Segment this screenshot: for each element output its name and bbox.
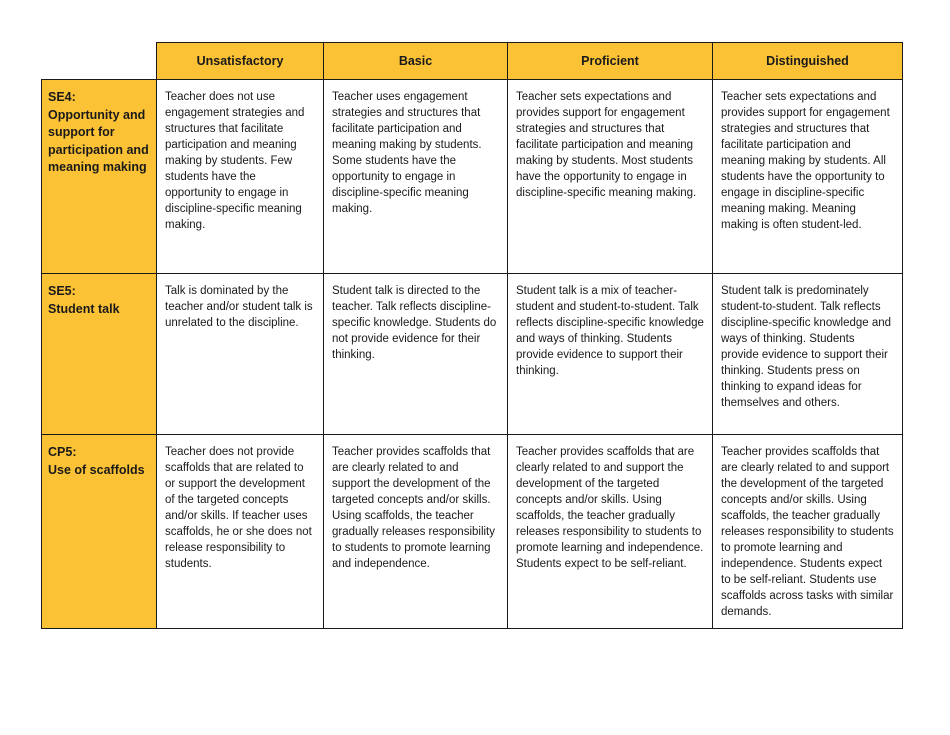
descriptor-cell-unsatisfactory: Talk is dominated by the teacher and/or student talk is unrelated to the discipline. [157, 274, 324, 435]
empty-corner-cell [42, 43, 157, 80]
descriptor-cell-distinguished: Teacher sets expectations and provides support for engagement strategies and structures that facilitate participation and meaning making by students. All students have the opportunity to engage in discipline-specific meaning making. Meaning making is often student-led. [713, 80, 903, 274]
level-header-proficient: Proficient [508, 43, 713, 80]
criterion-se4 [42, 80, 157, 274]
table-row [42, 80, 903, 274]
descriptor-cell-distinguished: Student talk is predominately student-to-student. Talk reflects discipline-specific knowledge and ways of thinking. Students provide evidence to support their thinking. Students press on thinking to expand ideas for themselves and others. [713, 274, 903, 435]
level-header-unsatisfactory: Unsatisfactory [157, 43, 324, 80]
criterion-cp5 [42, 435, 157, 629]
descriptor-cell-proficient: Teacher sets expectations and provides support for engagement strategies and structures that facilitate participation and meaning making by students. Most students have the opportunity to engage in discipline-specific meaning making. [508, 80, 713, 274]
criterion-se5 [42, 274, 157, 435]
descriptor-cell-unsatisfactory: Teacher does not use engagement strategies and structures that facilitate participation and meaning making by students. Few students have the opportunity to engage in discipline-specific meaning making. [157, 80, 324, 274]
criterion-name: Student talk [48, 301, 120, 316]
rubric-table [41, 42, 903, 629]
descriptor-cell-basic: Teacher provides scaffolds that are clearly related to and support the development of the targeted concepts and/or skills. Using scaffolds, the teacher gradually releases responsibility to students to promote learning and independence. [324, 435, 508, 629]
descriptor-cell-unsatisfactory: Teacher does not provide scaffolds that are related to or support the development of the targeted concepts and/or skills. If teacher uses scaffolds, he or she does not release responsibility to students. [157, 435, 324, 629]
table-row [42, 435, 903, 629]
level-header-distinguished: Distinguished [713, 43, 903, 80]
descriptor-cell-proficient: Student talk is a mix of teacher-student and student-to-student. Talk reflects discipline-specific knowledge and ways of thinking. Students provide evidence to support their thinking. [508, 274, 713, 435]
criterion-code: SE4: [48, 90, 76, 104]
table-row [42, 274, 903, 435]
descriptor-cell-basic: Student talk is directed to the teacher. Talk reflects discipline-specific knowledge. Students do not provide evidence for their thinking. [324, 274, 508, 435]
criterion-code: CP5: [48, 445, 77, 459]
descriptor-cell-basic: Teacher uses engagement strategies and structures that facilitate participation and meaning making by students. Some students have the opportunity to engage in discipline-specific meaning making. [324, 80, 508, 274]
level-header-row [42, 43, 903, 80]
descriptor-cell-distinguished: Teacher provides scaffolds that are clearly related to and support the development of the targeted concepts and/or skills. Using scaffolds, the teacher gradually releases responsibility to students to promote learning and independence. Students expect to be self-reliant. Students use scaffolds across tasks with similar demands. [713, 435, 903, 629]
criterion-name: Opportunity and support for participation and meaning making [48, 107, 149, 174]
criterion-name: Use of scaffolds [48, 462, 145, 477]
criterion-code: SE5: [48, 284, 76, 298]
descriptor-cell-proficient: Teacher provides scaffolds that are clearly related to and support the development of the targeted concepts and/or skills. Using scaffolds, the teacher gradually releases responsibility to students to promote learning and independence. Students expect to be self-reliant. [508, 435, 713, 629]
level-header-basic: Basic [324, 43, 508, 80]
